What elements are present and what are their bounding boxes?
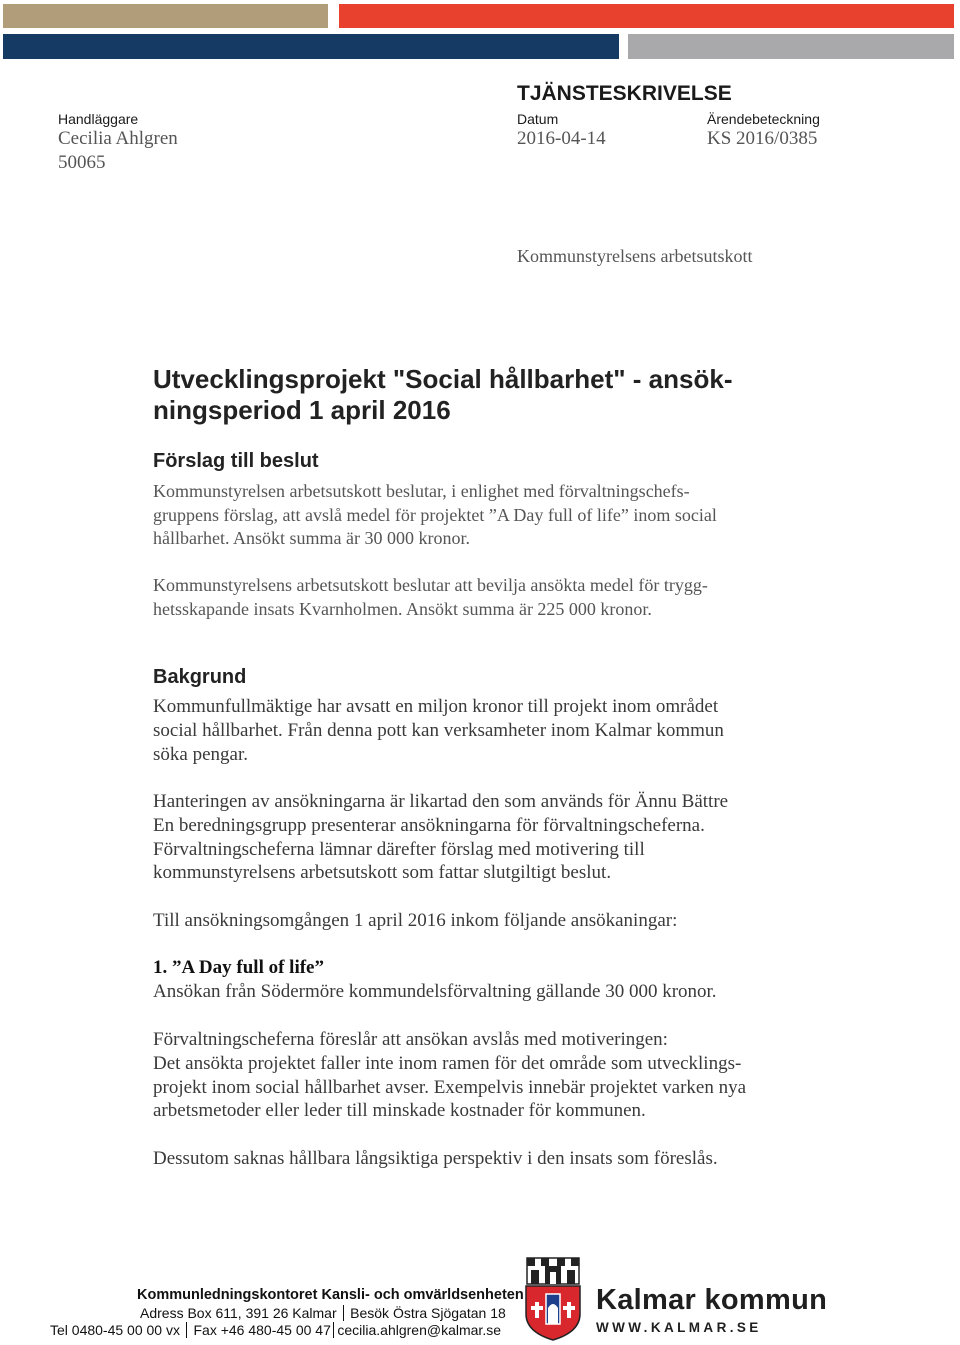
top-bar-tan: [3, 4, 328, 28]
text-line: Förvaltningscheferna lämnar därefter förslag med motivering till: [153, 838, 645, 860]
text-line: projekt inom social hållbarhet avser. Exempelvis innebär projektet varken nya: [153, 1076, 747, 1098]
text-line: Kommunstyrelsens arbetsutskott beslutar att bevilja ansökta medel för trygg-: [153, 575, 708, 595]
handlaggare-phone: 50065: [58, 152, 106, 173]
forslag-paragraph-1: [153, 480, 813, 551]
bakgrund-paragraph-1: [153, 695, 833, 766]
page-title-line-1: Utvecklingsprojekt "Social hållbarhet" - ansök-: [153, 364, 733, 394]
text-line: gruppens förslag, att avslå medel för projektet ”A Day full of life” inom social: [153, 504, 717, 525]
application-item-text: Ansökan från Södermöre kommundelsförvaltning gällande 30 000 kronor.: [153, 980, 717, 1002]
datum-label: Datum: [517, 111, 559, 127]
text-line: Det ansökta projektet faller inte inom ramen för det område som utvecklings-: [153, 1052, 742, 1074]
footer-office: Kommunledningskontoret Kansli- och omvärldsenheten: [137, 1287, 524, 1303]
forslag-heading: Förslag till beslut: [153, 450, 319, 472]
text-line: arbetsmetoder eller leder till minskade kostnader för kommunen.: [153, 1100, 646, 1122]
page-title-line-2: ningsperiod 1 april 2016: [153, 395, 451, 425]
footer-visit: Besök Östra Sjögatan 18: [350, 1305, 506, 1321]
text-line: hållbarhet. Ansökt summa är 30 000 kronor.: [153, 528, 470, 549]
bakgrund-heading: Bakgrund: [153, 666, 247, 688]
footer-divider: [333, 1322, 335, 1338]
forslag-paragraph-2: [153, 574, 813, 621]
brand: [596, 1284, 827, 1335]
top-bar-red: [339, 4, 954, 28]
document-type: TJÄNSTESKRIVELSE: [517, 82, 732, 105]
footer-contact-line: [50, 1322, 501, 1338]
page-title: [153, 364, 853, 426]
top-bar-gray: [628, 34, 954, 59]
text-line: Dessutom saknas hållbara långsiktiga perspektiv i den insats som föreslås.: [153, 1148, 718, 1169]
brand-url[interactable]: WWW.KALMAR.SE: [596, 1320, 762, 1335]
text-line: Till ansökningsomgången 1 april 2016 inkom följande ansökaningar:: [153, 910, 678, 931]
handlaggare-name: Cecilia Ahlgren: [58, 128, 178, 149]
footer-divider: [343, 1305, 345, 1321]
bakgrund-paragraph-5: [153, 1147, 833, 1171]
datum-value: 2016-04-14: [517, 128, 606, 149]
footer-fax: Fax +46 480-45 00 47: [193, 1322, 331, 1338]
kalmar-crest-icon: [523, 1256, 583, 1342]
recipient: Kommunstyrelsens arbetsutskott: [517, 246, 753, 266]
text-line: En beredningsgrupp presenterar ansökningarna för förvaltningscheferna.: [153, 814, 705, 836]
bakgrund-paragraph-4: [153, 1028, 833, 1123]
text-line: Förvaltningscheferna föreslår att ansökan avslås med motiveringen:: [153, 1029, 668, 1050]
arende-label: Ärendebeteckning: [707, 111, 820, 127]
text-line: Hanteringen av ansökningarna är likartad den som används för Ännu Bättre: [153, 791, 729, 812]
text-line: social hållbarhet. Från denna pott kan verksamheter inom Kalmar kommun: [153, 719, 724, 741]
text-line: Kommunfullmäktige har avsatt en miljon kronor till projekt inom området: [153, 696, 719, 717]
top-bar-navy: [3, 34, 619, 59]
application-item-1: [153, 956, 833, 1004]
handlaggare-label: Handläggare: [58, 111, 139, 127]
text-line: söka pengar.: [153, 743, 248, 765]
application-item-title: 1. ”A Day full of life”: [153, 957, 324, 978]
footer-email[interactable]: cecilia.ahlgren@kalmar.se: [337, 1322, 501, 1338]
arende-value: KS 2016/0385: [707, 128, 818, 149]
footer-divider: [186, 1322, 188, 1338]
bakgrund-paragraph-3: [153, 909, 833, 933]
brand-name: Kalmar kommun: [596, 1284, 828, 1316]
footer-address: Adress Box 611, 391 26 Kalmar: [140, 1305, 337, 1321]
text-line: kommunstyrelsens arbetsutskott som fattar slutgiltigt beslut.: [153, 862, 612, 884]
footer-tel: Tel 0480-45 00 00 vx: [50, 1322, 180, 1338]
text-line: Kommunstyrelsen arbetsutskott beslutar, i enlighet med förvaltningschefs-: [153, 481, 690, 501]
footer-address-line: [140, 1305, 506, 1321]
bakgrund-paragraph-2: [153, 790, 833, 885]
text-line: hetsskapande insats Kvarnholmen. Ansökt summa är 225 000 kronor.: [153, 598, 652, 619]
